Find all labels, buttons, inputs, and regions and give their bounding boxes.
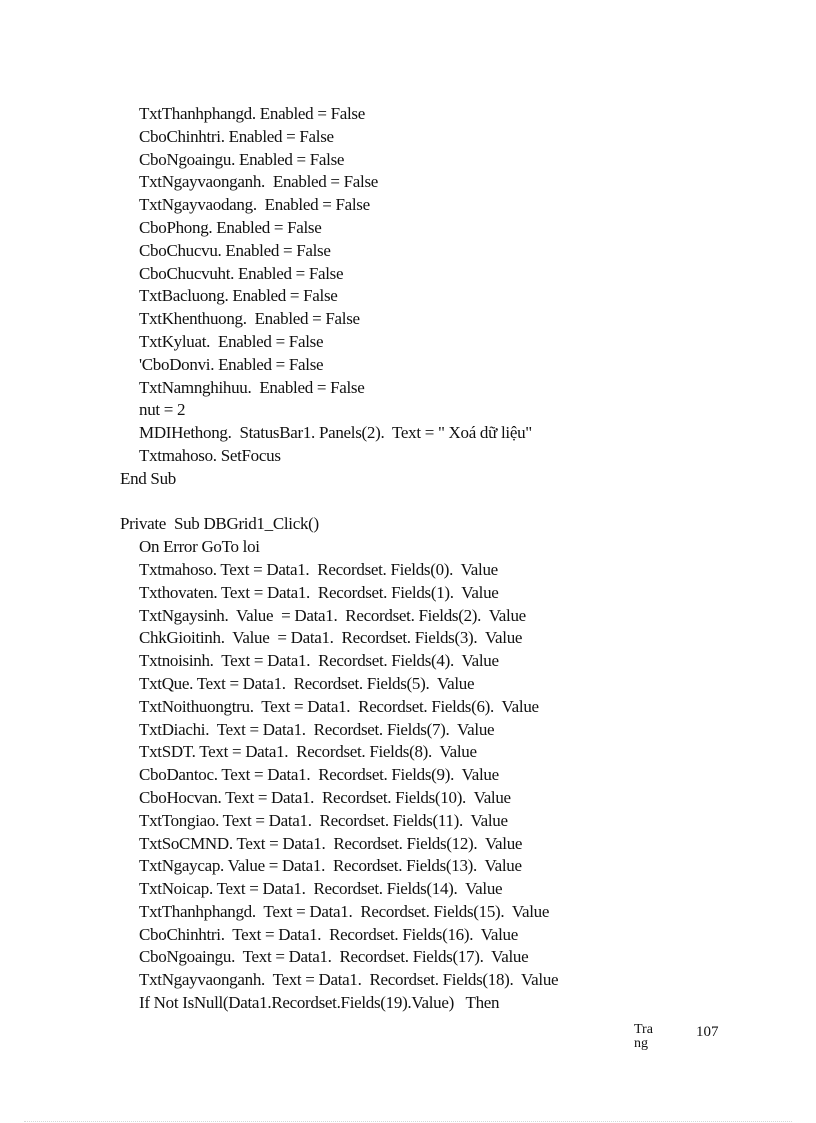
code-line: nut = 2 bbox=[139, 400, 186, 420]
code-line: TxtKyluat. Enabled = False bbox=[139, 331, 324, 351]
code-line: TxtSoCMND. Text = Data1. Recordset. Fields(12). Value bbox=[139, 833, 523, 853]
code-line: TxtNgaycap. Value = Data1. Recordset. Fields(13). Value bbox=[139, 856, 522, 876]
code-line: 'CboDonvi. Enabled = False bbox=[139, 354, 324, 374]
code-line: TxtDiachi. Text = Data1. Recordset. Fields(7). Value bbox=[139, 719, 495, 739]
code-line: TxtThanhphangd. Enabled = False bbox=[139, 104, 365, 123]
code-line: Private Sub DBGrid1_Click() bbox=[120, 514, 319, 534]
code-line: TxtNgayvaodang. Enabled = False bbox=[139, 195, 370, 215]
code-line: CboChucvuht. Enabled = False bbox=[139, 263, 344, 283]
code-line: CboPhong. Enabled = False bbox=[139, 217, 322, 237]
code-line: TxtNoicap. Text = Data1. Recordset. Fields(14). Value bbox=[139, 879, 503, 899]
code-line: TxtTongiao. Text = Data1. Recordset. Fields(11). Value bbox=[139, 810, 508, 830]
code-line: TxtSDT. Text = Data1. Recordset. Fields(8). Value bbox=[139, 742, 477, 762]
footer-page-number: 107 bbox=[696, 1024, 719, 1040]
code-line: CboNgoaingu. Text = Data1. Recordset. Fields(17). Value bbox=[139, 947, 529, 967]
code-line: Txtnoisinh. Text = Data1. Recordset. Fields(4). Value bbox=[139, 651, 499, 671]
page-bottom-edge bbox=[24, 1121, 792, 1122]
footer-page-label: Trang bbox=[634, 1023, 653, 1051]
code-line: Txtmahoso. Text = Data1. Recordset. Fields(0). Value bbox=[139, 559, 498, 579]
code-line: TxtNoithuongtru. Text = Data1. Recordset. Fields(6). Value bbox=[139, 696, 539, 716]
code-line: TxtQue. Text = Data1. Recordset. Fields(5). Value bbox=[139, 673, 475, 693]
code-line: CboNgoaingu. Enabled = False bbox=[139, 149, 345, 169]
code-line: ChkGioitinh. Value = Data1. Recordset. Fields(3). Value bbox=[139, 628, 523, 648]
code-line: CboDantoc. Text = Data1. Recordset. Fields(9). Value bbox=[139, 765, 499, 785]
code-listing bbox=[120, 103, 780, 1015]
code-line: TxtBacluong. Enabled = False bbox=[139, 286, 338, 306]
code-line: End Sub bbox=[120, 468, 176, 488]
code-line: MDIHethong. StatusBar1. Panels(2). Text = " Xoá dữ liệu" bbox=[139, 423, 532, 443]
blank-line bbox=[120, 491, 780, 514]
code-line: TxtNamnghihuu. Enabled = False bbox=[139, 377, 365, 397]
code-line: Txthovaten. Text = Data1. Recordset. Fields(1). Value bbox=[139, 582, 499, 602]
code-line: CboHocvan. Text = Data1. Recordset. Fields(10). Value bbox=[139, 787, 511, 807]
code-line: CboChinhtri. Text = Data1. Recordset. Fields(16). Value bbox=[139, 924, 518, 944]
code-line: Txtmahoso. SetFocus bbox=[139, 445, 281, 465]
code-line: TxtThanhphangd. Text = Data1. Recordset. Fields(15). Value bbox=[139, 901, 550, 921]
code-line: If Not IsNull(Data1.Recordset.Fields(19).Value) Then bbox=[139, 993, 500, 1013]
code-line: CboChinhtri. Enabled = False bbox=[139, 126, 334, 146]
code-line: TxtKhenthuong. Enabled = False bbox=[139, 309, 360, 329]
code-line: TxtNgaysinh. Value = Data1. Recordset. Fields(2). Value bbox=[139, 605, 526, 625]
code-line: On Error GoTo loi bbox=[139, 537, 260, 557]
code-line: CboChucvu. Enabled = False bbox=[139, 240, 331, 260]
code-line: TxtNgayvaonganh. Enabled = False bbox=[139, 172, 379, 192]
code-line: TxtNgayvaonganh. Text = Data1. Recordset. Fields(18). Value bbox=[139, 970, 559, 990]
